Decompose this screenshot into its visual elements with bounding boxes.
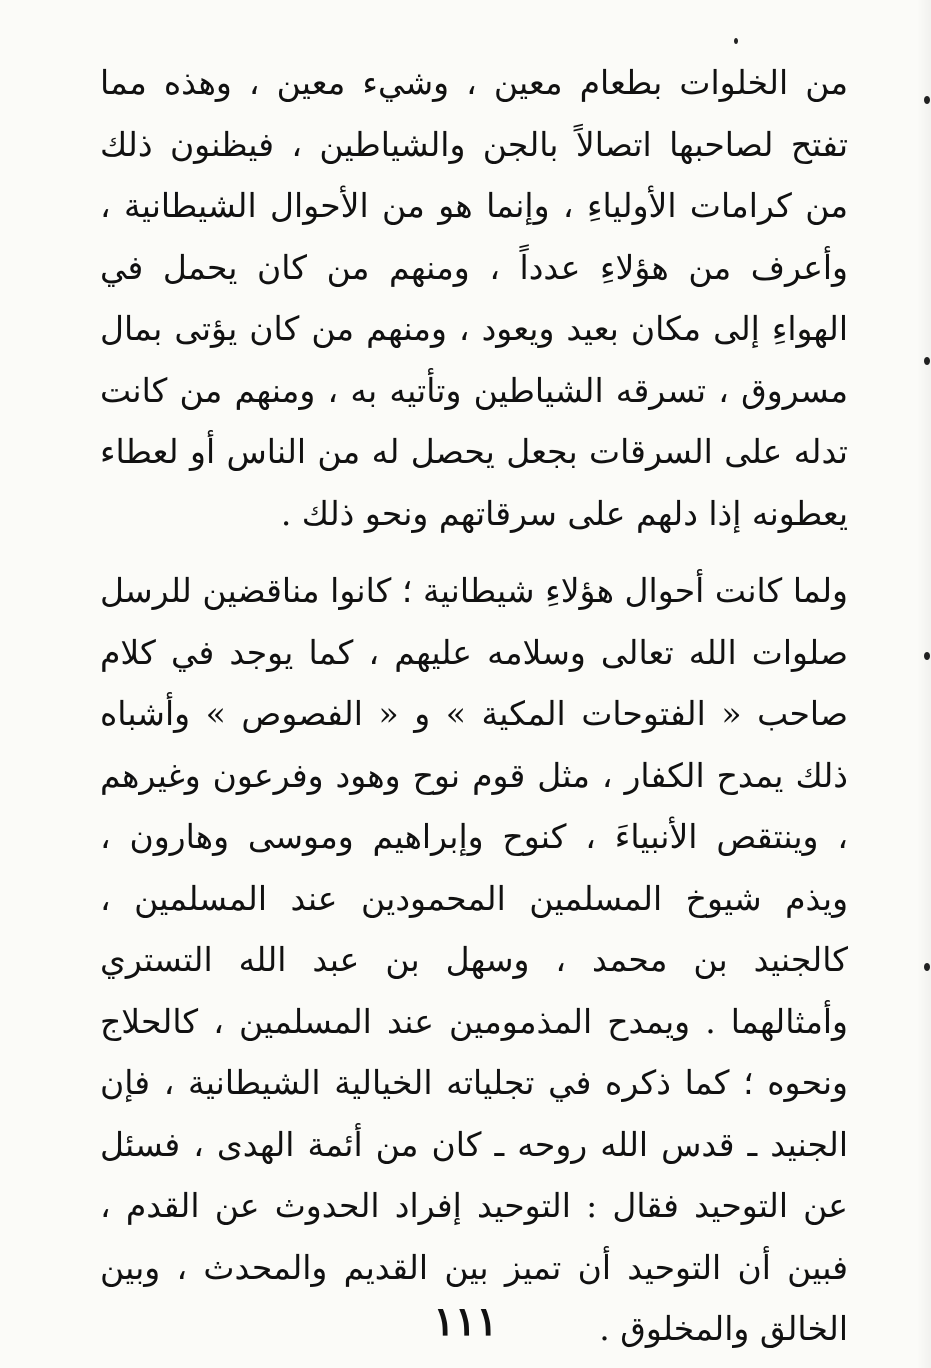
scan-speck (734, 38, 738, 44)
scan-edge-shadow (917, 0, 931, 1368)
page-number: ١١١ (433, 1298, 498, 1345)
paragraph-1: من الخلوات بطعام معين ، وشيء معين ، وهذه مما تفتح لصاحبها اتصالاً بالجن والشياطين ، فيظنون ذلك من كرامات الأولياءِ ، وإنما هو من الأحوال الشيطانية ، وأعرف من هؤلاءِ عدداً ، ومنهم من كان يحمل في الهواءِ إلى مكان بعيد ويعود ، ومنهم من كان يؤتى بمال مسروق ، تسرقه الشياطين وتأتيه به ، ومنهم من كانت تدله على السرقات بجعل يحصل له من الناس أو لعطاء يعطونه إذا دلهم على سرقاتهم ونحو ذلك . (100, 63, 848, 533)
paragraph-2: ولما كانت أحوال هؤلاءِ شيطانية ؛ كانوا مناقضين للرسل صلوات الله تعالى وسلامه عليهم ، كما يوجد في كلام صاحب « الفتوحات المكية » و « الفصوص » وأشباه ذلك يمدح الكفار ، مثل قوم نوح وهود وفرعون وغيرهم ، وينتقص الأنبياءَ ، كنوح وإبراهيم وموسى وهارون ، ويذم شيوخ المسلمين المحمودين عند المسلمين ، كالجنيد بن محمد ، وسهل بن عبد الله التستري وأمثالهما . ويمدح المذمومين عند المسلمين ، كالحلاج ونحوه ؛ كما ذكره في تجلياته الخيالية الشيطانية ، فإن الجنيد ـ قدس الله روحه ـ كان من أئمة الهدى ، فسئل عن التوحيد فقال : التوحيد إفراد الحدوث عن القدم ، فبين أن التوحيد أن تميز بين القديم والمحدث ، وبين الخالق والمخلوق . (100, 571, 848, 1348)
